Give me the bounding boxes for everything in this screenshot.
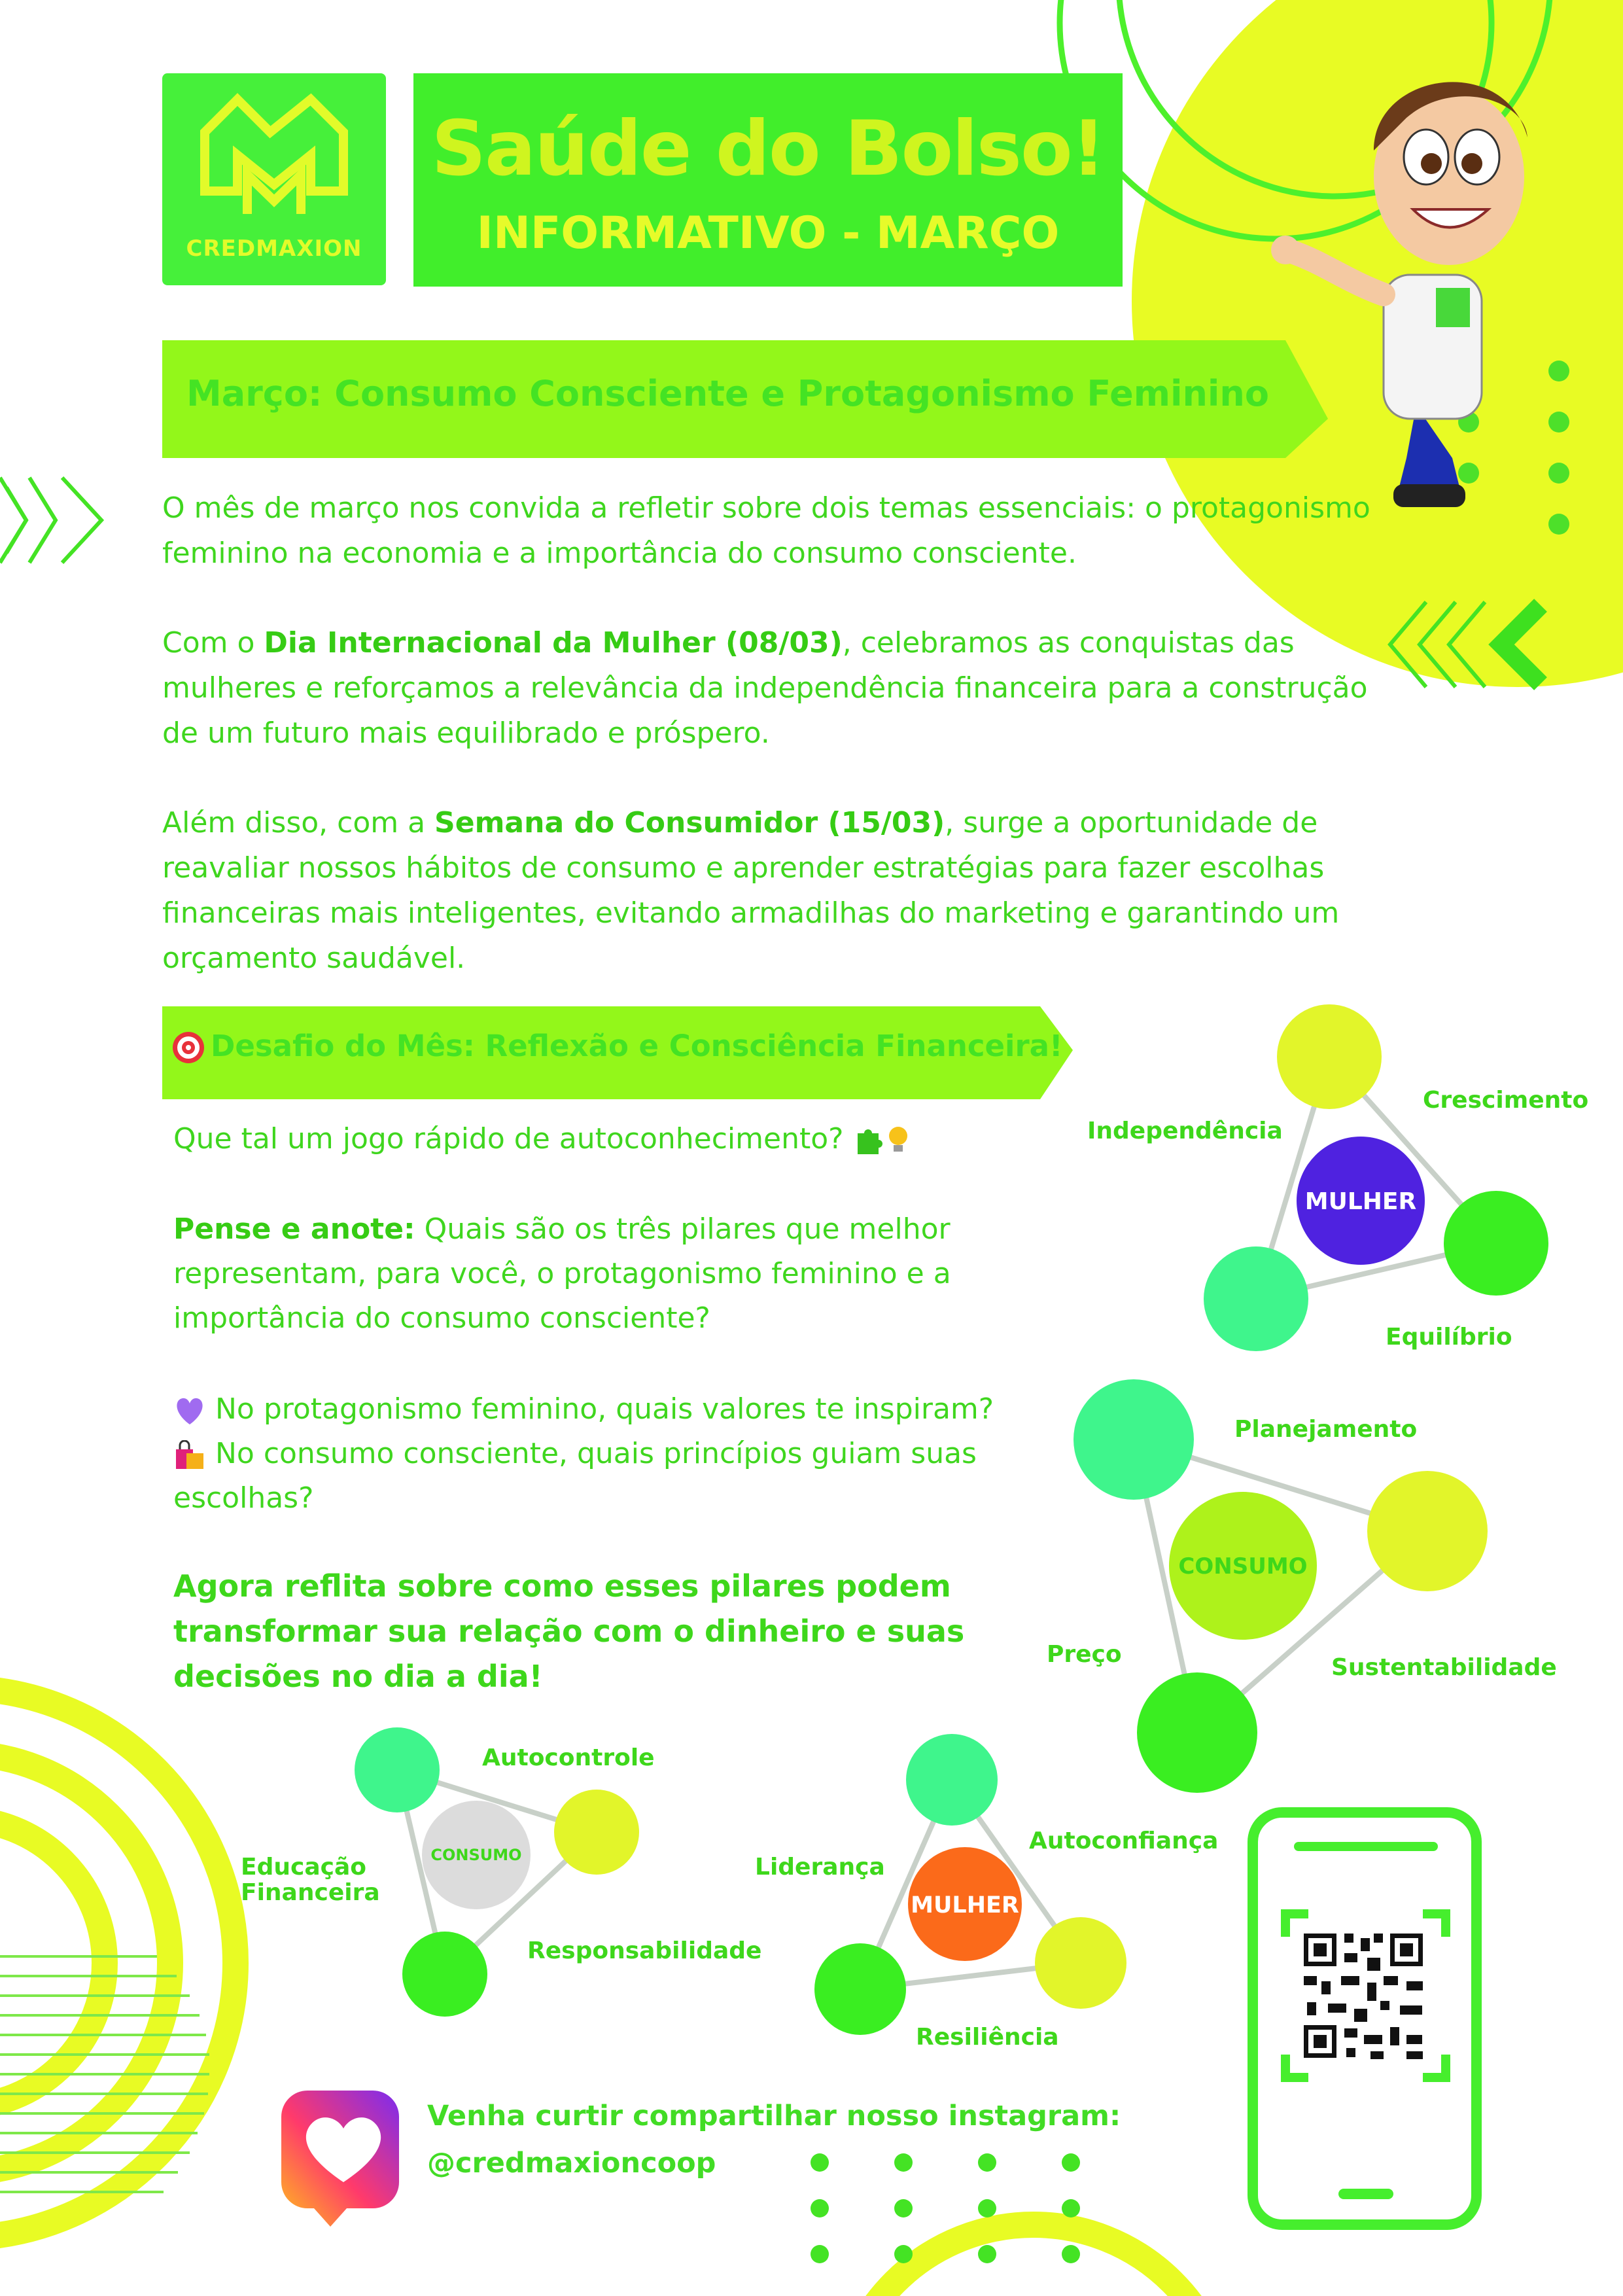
page-subtitle: INFORMATIVO - MARÇO (476, 207, 1060, 259)
challenge-question-4: No consumo consciente, quais princípios guiam suas escolhas? (173, 1437, 977, 1515)
label-sustentabilidade: Sustentabilidade (1331, 1654, 1557, 1681)
label-educacao: Educação (241, 1854, 366, 1881)
section-heading-challenge: Desafio do Mês: Reflexão e Consciência Financeira! (211, 1029, 1063, 1063)
instagram-icon[interactable] (281, 2091, 399, 2228)
label-resiliencia: Resiliência (916, 2024, 1059, 2051)
center-consumo-2: CONSUMO (430, 1846, 522, 1864)
label-responsabilidade: Responsabilidade (527, 1937, 762, 1964)
challenge-question-2-text: Quais são os três pilares que melhor representam, para você, o protagonismo feminino e a importância do consumo consciente? (173, 1212, 951, 1335)
closing-statement: Agora reflita sobre como esses pilares podem transformar sua relação com o dinheiro e suas decisões no dia a dia! (173, 1568, 965, 1694)
label-planejamento: Planejamento (1234, 1416, 1418, 1443)
think-and-note-label: Pense e anote: (173, 1212, 415, 1246)
label-independencia: Independência (1087, 1118, 1283, 1144)
instagram-cta (427, 2093, 1121, 2187)
brand-name: CREDMAXION (186, 236, 362, 262)
label-crescimento: Crescimento (1423, 1087, 1589, 1114)
label-equilibrio: Equilíbrio (1386, 1324, 1512, 1351)
label-autocontrole: Autocontrole (482, 1744, 655, 1771)
page-title: Saúde do Bolso! (431, 105, 1105, 193)
section-heading-march: Março: Consumo Consciente e Protagonismo Feminino (186, 373, 1269, 414)
instagram-cta-line: Venha curtir compartilhar nosso instagram: (427, 2100, 1121, 2132)
label-lideranca: Liderança (755, 1854, 885, 1881)
challenge-question-1-text: Que tal um jogo rápido de autoconhecimento? (173, 1122, 844, 1156)
paragraph-consumer-week-pre: Além disso, com a (162, 806, 435, 839)
women-day-highlight: Dia Internacional da Mulher (08/03) (264, 626, 843, 660)
paragraph-intro-text: O mês de março nos convida a refletir sobre dois temas essenciais: o protagonismo feminino na economia e a importância do consumo consciente. (162, 491, 1370, 570)
label-financeira: Financeira (241, 1879, 380, 1906)
paragraph-consumer-week-post: , surge a oportunidade de reavaliar nossos hábitos de consumo e aprender estratégias para fazer escolhas financeiras mais inteligentes, evitando armadilhas do marketing e garantindo um orçamento saudável. (162, 806, 1340, 975)
paragraph-women-day-pre: Com o (162, 626, 264, 660)
challenge-question-3: No protagonismo feminino, quais valores te inspiram? (215, 1392, 994, 1426)
center-mulher-2: MULHER (911, 1892, 1019, 1918)
consumer-week-highlight: Semana do Consumidor (15/03) (434, 806, 945, 839)
center-consumo-1: CONSUMO (1178, 1553, 1308, 1580)
label-autoconfianca: Autoconfiança (1029, 1828, 1219, 1854)
qr-code[interactable] (1299, 1927, 1429, 2064)
instagram-handle-link[interactable]: @credmaxioncoop (427, 2147, 716, 2180)
center-mulher-1: MULHER (1304, 1188, 1417, 1215)
label-preco: Preço (1047, 1641, 1122, 1668)
paragraph-women-day-post: , celebramos as conquistas das mulheres e reforçamos a relevância da independência financeira para a construção de um futuro mais equilibrado e próspero. (162, 626, 1368, 750)
